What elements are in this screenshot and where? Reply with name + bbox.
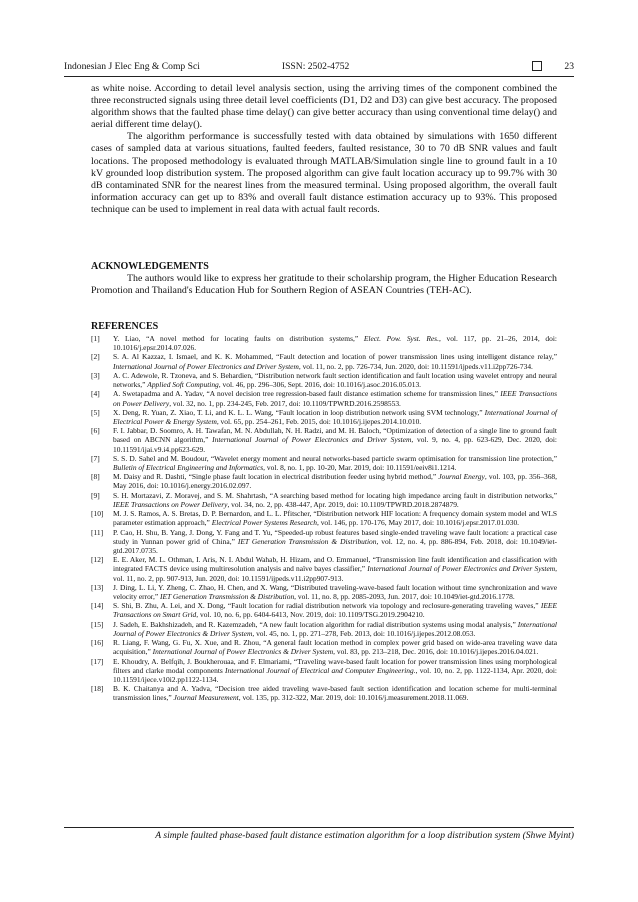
acknowledgements-heading: ACKNOWLEDGEMENTS [91, 261, 209, 272]
journal-name: Indonesian J Elec Eng & Comp Sci [64, 60, 200, 72]
reference-details: , vol. 10, no. 6, pp. 6404-6413, Nov. 2019, doi: 10.1109/TSG.2019.2904210. [196, 610, 425, 620]
reference-item [91, 509, 557, 527]
reference-text [113, 583, 557, 601]
reference-item [91, 491, 557, 509]
reference-item [91, 638, 557, 656]
references-heading: REFERENCES [91, 321, 159, 332]
reference-details: , vol. 11, no. 2, pp. 726-734, Jun. 2020, doi: 10.11591/ijpeds.v11.i2pp726-734. [298, 361, 533, 371]
running-footer: A simple faulted phase-based fault distance estimation algorithm for a loop distribution system (Shwe Myint) [155, 830, 574, 841]
reference-details: , vol. 12, no. 4, pp. 886-894, Feb. 2018, doi: 10.1049/iet-gtd.2017.0735. [113, 536, 557, 555]
reference-number: [7] [91, 453, 100, 463]
reference-text [113, 601, 557, 619]
reference-authors-title: R. Liang, F. Wang, G. Fu, X. Xue, and R. Zhou, “A general fault location method in complex power grid based on wide-area traveling wave data acquisition,” [113, 638, 557, 657]
reference-item [91, 601, 557, 619]
reference-number: [16] [91, 638, 104, 648]
reference-venue: Journal Energy [438, 472, 485, 482]
reference-item [91, 620, 557, 638]
reference-item [91, 371, 557, 389]
reference-authors-title: S. Shi, B. Zhu, A. Lei, and X. Dong, “Fault location for radial distribution network via topology and reclosure-generating traveling waves,” [113, 601, 541, 611]
reference-details: , vol. 34, no. 2, pp. 438-447, Apr. 2019, doi: 10.1109/TPWRD.2018.2874879. [227, 499, 459, 509]
reference-number: [13] [91, 582, 104, 592]
reference-venue: Bulletin of Electrical Engineering and Informatics [113, 463, 264, 472]
reference-text [113, 454, 557, 472]
reference-venue: International Journal of Power Electronics and Driver System [212, 435, 412, 445]
reference-number: [10] [91, 509, 104, 519]
reference-venue: International Journal of Power Electronics & Driver System [152, 647, 334, 657]
reference-number: [3] [91, 370, 100, 380]
reference-authors-title: B. K. Chaitanya and A. Yadva, “Decision tree aided traveling wave-based fault section identification and location scheme for multi-terminal transmission lines,” [113, 684, 557, 703]
reference-venue: Electrical Power Systems Research [211, 518, 317, 528]
reference-details: , vol. 46, pp. 296–306, Sept. 2016, doi: 10.1016/j.asoc.2016.05.013. [218, 380, 422, 390]
reference-item [91, 454, 557, 472]
reference-text [113, 620, 557, 638]
reference-text [113, 426, 557, 453]
reference-number: [11] [91, 527, 104, 537]
reference-text [113, 684, 557, 702]
reference-venue: International Journal of Electrical and Computer Engineering. [225, 665, 416, 675]
reference-text [113, 509, 557, 527]
reference-authors-title: J. Ding, L. Li, Y. Zheng, C. Zhao, H. Chen, and X. Wang, “Distributed traveling-wave-based fault location without time synchronization and wave velocity error,” [113, 582, 557, 601]
reference-number: [6] [91, 426, 100, 436]
main-text [91, 83, 557, 216]
reference-details: vol. 11, no. 2, pp. 907-913, Jun. 2020, doi: 10.11591/ijpeds.v11.i2pp907-913. [113, 573, 344, 583]
reference-number: [12] [91, 555, 104, 565]
reference-item [91, 583, 557, 601]
reference-authors-title: E. Khoudry, A. Belfqih, J. Boukherouaa, and F. Elmariami, “Traveling wave-based fault location for power transmission lines using morphological filters and clarke modal components [113, 656, 557, 675]
reference-item [91, 555, 557, 582]
reference-venue: International Journal of Power Electronics and Driver System [113, 361, 299, 371]
reference-details: , vol. 83, pp. 213–218, Dec. 2016, doi: 10.1016/j.ijepes.2016.04.021. [333, 647, 539, 657]
reference-details: , vol. 45, no. 1, pp. 271–278, Feb. 2013, doi: 10.1016/j.ijepes.2012.08.053. [252, 628, 476, 638]
reference-authors-title: S. A. Al Kazzaz, I. Ismael, and K. K. Mohammed, “Fault detection and location of power transmission lines using intelligent distance relay,” [113, 352, 557, 362]
reference-text [113, 638, 557, 656]
reference-authors-title: J. Sadeh, E. Bakhshizadeh, and R. Kazemzadeh, “A new fault location algorithm for radial distribution systems using modal analysis,” [113, 619, 518, 629]
reference-venue: IET Generation Transmission & Distribution [237, 536, 377, 546]
reference-text [113, 408, 557, 426]
reference-authors-title: S. H. Mortazavi, Z. Moravej, and S. M. Shahrtash, “A searching based method for locating high impedance arcing fault in distribution networks,” [113, 490, 557, 500]
reference-venue: IET Generation Transmission & Distribution [160, 592, 295, 601]
reference-authors-title: M. J. S. Ramos, A. S. Bretas, D. P. Bernardon, and L. L. Pfitscher, “Distribution network HIF location: A frequency domain system model and WLS parameter estimation approach,” [113, 509, 557, 528]
reference-venue: IEEE Transactions on Power Delivery [113, 389, 557, 408]
reference-details: , vol. 32, no. 1, pp. 234-245, Feb. 2017, doi: 10.1109/TPWRD.2016.2598553. [169, 398, 401, 408]
reference-details: , vol. 8, no. 1, pp. 10-20, Mar. 2019, doi: 10.11591/eeiv8i1.1214. [263, 463, 457, 472]
reference-item [91, 657, 557, 684]
reference-number: [5] [91, 407, 100, 417]
reference-details: , vol. 65, pp. 254–261, Feb. 2015, doi: 10.1016/j.ijepes.2014.10.010. [216, 416, 422, 426]
reference-details: , vol. 10, no. 2, pp. 1122-1134, Apr. 2020, doi: 10.11591/ijece.v10i2.pp1122-1134. [113, 665, 557, 684]
reference-text [113, 352, 557, 370]
reference-authors-title: M. Daisy and R. Dashti, “Single phase fault location in electrical distribution feeder using hybrid method,” [113, 472, 439, 482]
checkbox-square-icon [532, 61, 542, 71]
reference-number: [4] [91, 389, 100, 399]
acknowledgements-text: The authors would like to express her gratitude to their scholarship program, the Higher Education Research Promotion and Thailand's Education Hub for Southern Region of ASEAN Countries (TEH-AC). [91, 273, 557, 297]
reference-item [91, 426, 557, 453]
page-number: 23 [564, 60, 574, 72]
reference-authors-title: A. C. Adewole, R. Tzoneva, and S. Behardien, “Distribution network fault section identification and fault location using wavelet entropy and neural networks,” [113, 370, 557, 390]
reference-venue: International Journal of Power Electronics & Driver System [113, 619, 557, 638]
reference-number: [8] [91, 472, 100, 482]
reference-text [113, 555, 557, 582]
reference-authors-title: X. Deng, R. Yuan, Z. Xiao, T. Li, and K. L. L. Wang, “Fault location in loop distribution network using SVM technology,” [113, 407, 485, 417]
reference-text [113, 491, 557, 509]
reference-item [91, 352, 557, 370]
issn: ISSN: 2502-4752 [281, 60, 350, 72]
reference-item [91, 408, 557, 426]
reference-text [113, 657, 557, 684]
reference-item [91, 684, 557, 702]
reference-number: [18] [91, 684, 104, 694]
reference-authors-title: Y. Liao, “A novel method for locating faults on distribution systems,” [113, 334, 364, 343]
reference-venue: IEEE Transactions on Power Delivery [113, 499, 228, 509]
reference-list [91, 334, 557, 703]
reference-text [113, 334, 557, 352]
reference-venue: International Journal of Electrical Power & Energy System [113, 407, 557, 426]
reference-number: [14] [91, 601, 104, 611]
reference-item [91, 528, 557, 555]
reference-text [113, 528, 557, 555]
paragraph-2: The algorithm performance is successfully tested with data obtained by simulations with 1650 different cases of sampled data at various situations, faulted feeders, faulted resistance, 30 to 70 dB SNR values and fault locations. The proposed methodology is evaluated through MATLAB/Simulation single line to ground fault in a 10 kV grounded loop distribution system. The proposed algorithm can give fault location accuracy up to 99.7% with 30 dB contaminated SNR for the nearest lines from the measured terminal. Using proposed algorithm, the overall fault information accuracy can get up to 83% and overall fault distance estimation accuracy up to 93%. This proposed technique can be used to implement in real data with actual fault records. [91, 131, 557, 215]
reference-authors-title: E. E. Aker, M. L. Othman, I. Aris, N. I. Abdul Wahab, H. Hizam, and O. Emmanuel, “Transmission line fault identification and classification with integrated FACTS device using multiresolution analysis and naïve bayes classifier,” [113, 555, 557, 574]
reference-authors-title: F. I. Jabbar, D. Soomro, A. H. Tawafan, M. N. Abdullah, N. H. Radzi, and M. H. Baloch, “Optimization of detection of a single line to ground fault based on ABCNN algorithm,” [113, 426, 557, 445]
reference-number: [2] [91, 352, 100, 362]
reference-item [91, 334, 557, 352]
reference-venue: Journal Measurement [173, 693, 239, 703]
reference-number: [15] [91, 619, 104, 629]
footer-rule [64, 827, 574, 828]
reference-venue: IEEE Transactions on Smart Grid [113, 601, 557, 620]
reference-item [91, 472, 557, 490]
reference-number: [1] [91, 334, 100, 343]
reference-venue: International Journal of Power Electronics and Driver System, [367, 564, 557, 574]
reference-venue: Applied Soft Computing [147, 380, 219, 390]
reference-details: , vol. 9, no. 4, pp. 623-629, Dec. 2020, doi: 10.11591/ijai.v9.i4.pp623-629. [113, 435, 558, 454]
reference-authors-title: P. Cao, H. Shu, B. Yang, J. Dong, Y. Fang and T. Yu, “Speeded-up robust features based single-ended traveling wave fault location: a practical case study in Yunnan power grid of China,” [113, 527, 557, 546]
reference-details: , vol. 135, pp. 312-322, Mar. 2019, doi: 10.1016/j.measurement.2018.11.069. [238, 693, 469, 703]
paragraph-1: as white noise. According to detail level analysis section, using the arriving times of the component combined the three reconstructed signals using three detail level coefficients (D1, D2 and D3) can give best accuracy. The proposed algorithm shows that the faulted phase time delay() can give better accuracy than using conventional time delay() and aerial different time delay(). [91, 83, 557, 131]
reference-details: , vol. 146, pp. 170-176, May 2017, doi: 10.1016/j.epsr.2017.01.030. [316, 518, 520, 528]
reference-authors-title: A. Swetapadma and A. Yadav, “A novel decision tree regression-based fault distance estimation scheme for transmission lines,” [113, 389, 501, 399]
reference-number: [9] [91, 490, 100, 500]
reference-details: , vol. 103, pp. 356–368, May 2016, doi: 10.1016/j.energy.2016.02.097. [113, 472, 557, 491]
reference-text [113, 472, 557, 490]
reference-item [91, 389, 557, 407]
reference-details: , vol. 117, pp. 21–26, 2014, doi: 10.1016/j.epsr.2014.07.026. [113, 334, 557, 353]
running-header [64, 58, 574, 74]
reference-text [113, 371, 557, 389]
reference-text [113, 389, 557, 407]
reference-authors-title: S. S. D. Sahel and M. Boudour, “Wavelet energy moment and neural networks-based particle swarm optimisation for transmission line protection,” [113, 453, 557, 463]
header-rule [64, 76, 574, 77]
reference-venue: Elect. Pow. Syst. Res. [363, 334, 439, 343]
reference-number: [17] [91, 656, 104, 666]
reference-details: , vol. 11, no. 8, pp. 2085-2093, Jun. 2017, doi: 10.1049/iet-gtd.2016.1778. [294, 592, 515, 601]
